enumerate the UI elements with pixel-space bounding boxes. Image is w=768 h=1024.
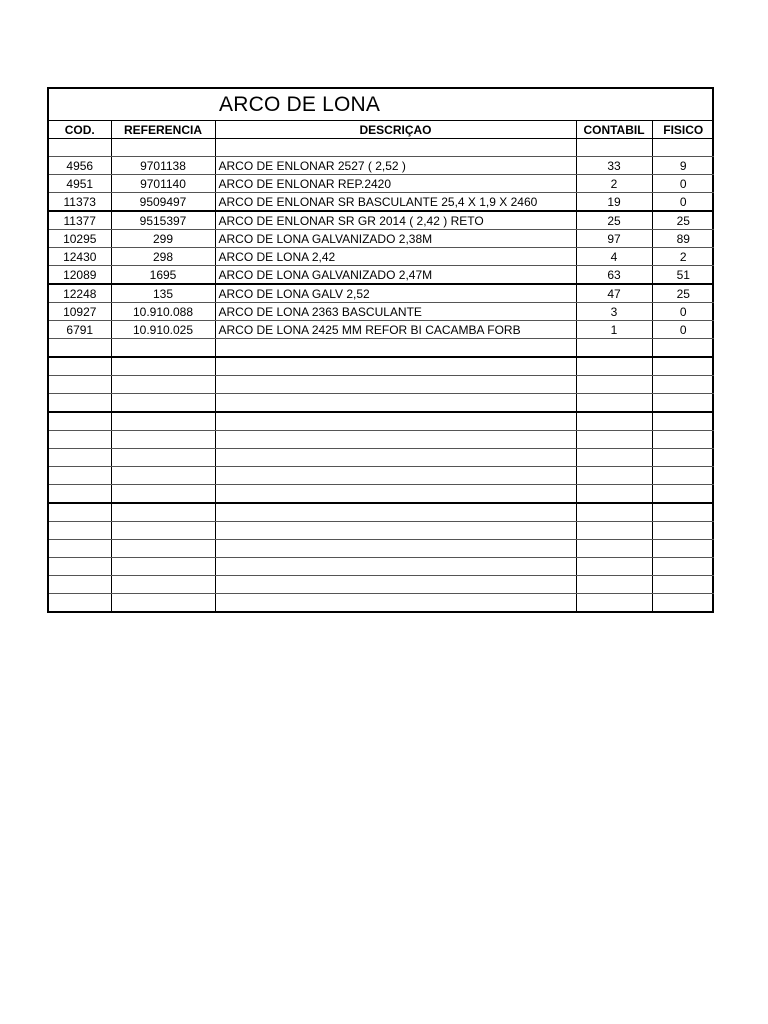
cell-fisico — [652, 558, 714, 576]
cell-referencia — [111, 558, 215, 576]
cell-descricao: ARCO DE ENLONAR SR GR 2014 ( 2,42 ) RETO — [215, 211, 576, 230]
cell-fisico: 25 — [652, 211, 714, 230]
cell-contabil: 97 — [576, 230, 652, 248]
cell-descricao — [215, 522, 576, 540]
cell-contabil — [576, 357, 652, 376]
cell-referencia: 9701140 — [111, 175, 215, 193]
cell-referencia: 9701138 — [111, 157, 215, 175]
table-row — [49, 248, 714, 266]
cell-descricao: ARCO DE LONA GALV 2,52 — [215, 284, 576, 303]
cell-fisico — [652, 449, 714, 467]
cell-fisico — [652, 485, 714, 504]
cell-descricao — [215, 594, 576, 612]
cell-fisico — [652, 576, 714, 594]
cell-fisico — [652, 339, 714, 358]
cell-referencia — [111, 394, 215, 413]
cell-descricao: ARCO DE ENLONAR SR BASCULANTE 25,4 X 1,9 X 2460 — [215, 193, 576, 212]
cell-contabil — [576, 376, 652, 394]
cell-descricao: ARCO DE ENLONAR REP.2420 — [215, 175, 576, 193]
cell-contabil: 63 — [576, 266, 652, 285]
cell-cod: 11373 — [49, 193, 111, 212]
cell-fisico — [652, 594, 714, 612]
cell-descricao — [215, 576, 576, 594]
cell-referencia: 298 — [111, 248, 215, 266]
cell-fisico — [652, 357, 714, 376]
cell-referencia — [111, 431, 215, 449]
cell-fisico — [652, 431, 714, 449]
cell-contabil: 25 — [576, 211, 652, 230]
cell-fisico — [652, 540, 714, 558]
header-cod: COD. — [49, 121, 111, 139]
cell-referencia: 10.910.025 — [111, 321, 215, 339]
cell-contabil: 3 — [576, 303, 652, 321]
header-referencia: REFERENCIA — [111, 121, 215, 139]
cell-referencia: 9515397 — [111, 211, 215, 230]
cell-cod: 10927 — [49, 303, 111, 321]
cell-descricao: ARCO DE LONA GALVANIZADO 2,38M — [215, 230, 576, 248]
cell-referencia: 1695 — [111, 266, 215, 285]
table-row — [49, 540, 714, 558]
cell-cod — [49, 357, 111, 376]
cell-contabil: 19 — [576, 193, 652, 212]
table-row — [49, 266, 714, 285]
table-row — [49, 139, 714, 157]
table-row — [49, 449, 714, 467]
cell-descricao: ARCO DE LONA GALVANIZADO 2,47M — [215, 266, 576, 285]
cell-contabil — [576, 576, 652, 594]
cell-fisico: 0 — [652, 193, 714, 212]
header-contabil: CONTABIL — [576, 121, 652, 139]
cell-contabil — [576, 503, 652, 522]
cell-cod — [49, 594, 111, 612]
cell-fisico: 0 — [652, 175, 714, 193]
inventory-table — [49, 121, 714, 611]
table-row — [49, 376, 714, 394]
cell-contabil: 2 — [576, 175, 652, 193]
table-row — [49, 339, 714, 358]
cell-contabil — [576, 394, 652, 413]
cell-contabil — [576, 449, 652, 467]
table-row — [49, 321, 714, 339]
cell-referencia — [111, 503, 215, 522]
cell-contabil — [576, 467, 652, 485]
cell-referencia — [111, 339, 215, 358]
cell-contabil: 1 — [576, 321, 652, 339]
cell-contabil — [576, 339, 652, 358]
cell-referencia: 9509497 — [111, 193, 215, 212]
cell-contabil: 33 — [576, 157, 652, 175]
table-row — [49, 485, 714, 504]
cell-descricao — [215, 339, 576, 358]
table-row — [49, 157, 714, 175]
cell-fisico — [652, 139, 714, 157]
cell-contabil: 4 — [576, 248, 652, 266]
cell-cod — [49, 558, 111, 576]
cell-cod: 12089 — [49, 266, 111, 285]
cell-descricao — [215, 431, 576, 449]
cell-contabil — [576, 139, 652, 157]
sheet-title: ARCO DE LONA — [219, 93, 381, 116]
header-descricao: DESCRIÇAO — [215, 121, 576, 139]
table-row — [49, 284, 714, 303]
cell-descricao: ARCO DE LONA 2363 BASCULANTE — [215, 303, 576, 321]
cell-referencia: 10.910.088 — [111, 303, 215, 321]
table-row — [49, 522, 714, 540]
cell-cod: 11377 — [49, 211, 111, 230]
table-row — [49, 558, 714, 576]
cell-cod: 4951 — [49, 175, 111, 193]
cell-referencia — [111, 467, 215, 485]
cell-fisico — [652, 522, 714, 540]
cell-fisico — [652, 412, 714, 431]
cell-descricao — [215, 467, 576, 485]
cell-cod — [49, 376, 111, 394]
cell-referencia — [111, 139, 215, 157]
cell-referencia — [111, 485, 215, 504]
cell-cod — [49, 503, 111, 522]
cell-fisico — [652, 503, 714, 522]
cell-contabil — [576, 522, 652, 540]
cell-descricao — [215, 558, 576, 576]
cell-descricao — [215, 357, 576, 376]
cell-cod — [49, 449, 111, 467]
cell-contabil: 47 — [576, 284, 652, 303]
cell-descricao — [215, 376, 576, 394]
cell-fisico: 2 — [652, 248, 714, 266]
cell-fisico: 25 — [652, 284, 714, 303]
cell-referencia — [111, 540, 215, 558]
cell-cod — [49, 412, 111, 431]
table-row — [49, 394, 714, 413]
cell-referencia — [111, 376, 215, 394]
cell-referencia — [111, 594, 215, 612]
cell-cod — [49, 540, 111, 558]
cell-cod: 6791 — [49, 321, 111, 339]
header-fisico: FISICO — [652, 121, 714, 139]
header-row — [49, 121, 714, 139]
cell-referencia: 135 — [111, 284, 215, 303]
cell-cod: 12430 — [49, 248, 111, 266]
cell-cod — [49, 485, 111, 504]
cell-cod — [49, 394, 111, 413]
cell-descricao — [215, 485, 576, 504]
inventory-sheet — [47, 87, 714, 613]
cell-fisico — [652, 467, 714, 485]
cell-contabil — [576, 412, 652, 431]
cell-descricao — [215, 139, 576, 157]
cell-referencia — [111, 576, 215, 594]
table-row — [49, 230, 714, 248]
cell-cod — [49, 431, 111, 449]
cell-fisico — [652, 376, 714, 394]
cell-cod — [49, 139, 111, 157]
cell-cod: 4956 — [49, 157, 111, 175]
cell-contabil — [576, 485, 652, 504]
cell-referencia — [111, 522, 215, 540]
table-row — [49, 594, 714, 612]
cell-fisico: 9 — [652, 157, 714, 175]
cell-fisico — [652, 394, 714, 413]
cell-referencia: 299 — [111, 230, 215, 248]
cell-descricao — [215, 503, 576, 522]
cell-referencia — [111, 449, 215, 467]
cell-fisico: 89 — [652, 230, 714, 248]
cell-contabil — [576, 558, 652, 576]
cell-cod: 10295 — [49, 230, 111, 248]
cell-fisico: 51 — [652, 266, 714, 285]
cell-contabil — [576, 540, 652, 558]
title-row — [49, 89, 712, 121]
table-row — [49, 193, 714, 212]
cell-cod — [49, 576, 111, 594]
cell-descricao — [215, 540, 576, 558]
table-row — [49, 412, 714, 431]
table-row — [49, 431, 714, 449]
table-row — [49, 503, 714, 522]
cell-cod — [49, 522, 111, 540]
cell-descricao — [215, 449, 576, 467]
cell-descricao — [215, 412, 576, 431]
cell-descricao: ARCO DE LONA 2425 MM REFOR BI CACAMBA FORB — [215, 321, 576, 339]
cell-cod — [49, 339, 111, 358]
table-row — [49, 303, 714, 321]
table-row — [49, 211, 714, 230]
table-row — [49, 175, 714, 193]
cell-contabil — [576, 594, 652, 612]
table-row — [49, 467, 714, 485]
table-row — [49, 357, 714, 376]
cell-contabil — [576, 431, 652, 449]
cell-descricao — [215, 394, 576, 413]
cell-cod: 12248 — [49, 284, 111, 303]
cell-cod — [49, 467, 111, 485]
cell-fisico: 0 — [652, 303, 714, 321]
cell-descricao: ARCO DE LONA 2,42 — [215, 248, 576, 266]
cell-referencia — [111, 412, 215, 431]
table-row — [49, 576, 714, 594]
cell-referencia — [111, 357, 215, 376]
cell-fisico: 0 — [652, 321, 714, 339]
cell-descricao: ARCO DE ENLONAR 2527 ( 2,52 ) — [215, 157, 576, 175]
